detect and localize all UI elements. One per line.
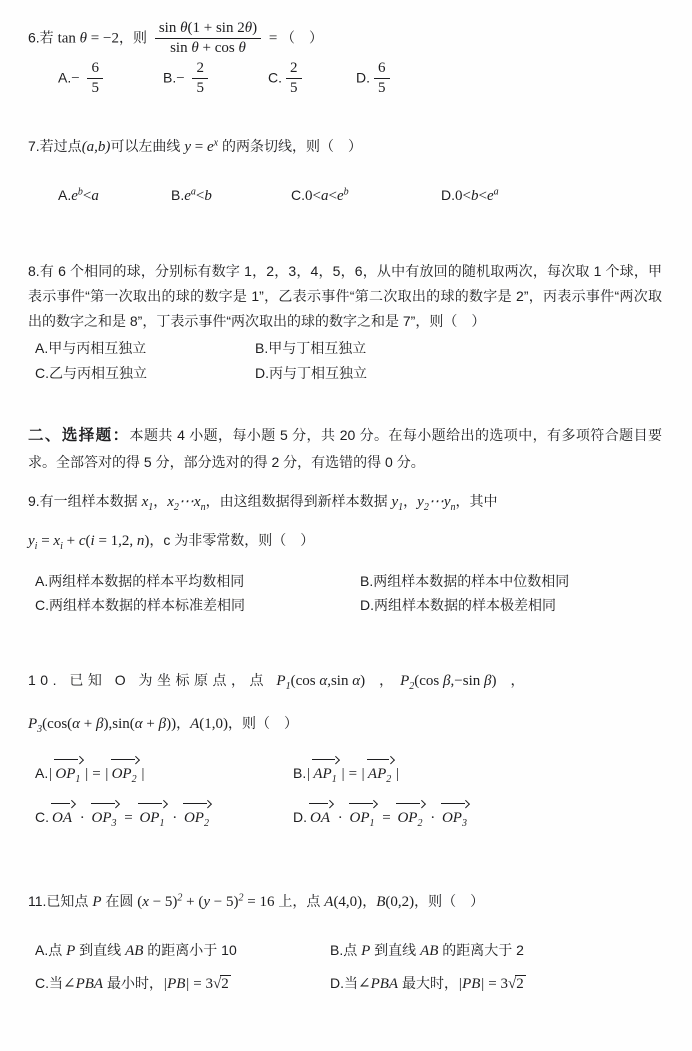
question-9-stem-line-1: 9.有一组样本数据 $x_1$，$x_2\cdots x_n$，由这组数据得到新样本数据 $y_1$，$y_2\cdots y_n$，其中: [28, 492, 498, 513]
question-6-stem: 6.若 tan θ = −2，则 $\frac{\text{sin θ(1 + sin 2θ)}}{\text{sin θ + cos θ}}$ = （ ）: [28, 20, 324, 57]
question-10-option-d: D. OA · $OP_1 = OP_2 \cdot OP_3$: [293, 802, 662, 830]
question-8-stem: 8.有 6 个相同的球，分别标有数字 1，2，3，4，5，6，从中有放回的随机取两次，每次取 1 个球，甲表示事件“第一次取出的球的数字是 1”，乙表示事件“第二次取出的球的数字是 2”，丙表示事件“两次取出的数字之和是 8”，丁表示事件“两次取出的球的数字之和是 7”，则（ ）: [28, 262, 662, 329]
question-10-option-a: A.| $OP_1$ | = | $OP_2$ |: [35, 758, 293, 786]
question-9-option-c: C.两组样本数据的样本标准差相同: [35, 597, 245, 614]
question-6-option-b: B.− $\frac{2}{5}$: [163, 60, 268, 98]
section-2-title: 二、选择题：: [28, 427, 130, 445]
question-9: [28, 490, 662, 617]
question-8-option-a: A.甲与丙相互独立: [35, 340, 147, 357]
question-6-option-a: A.− $\frac{6}{5}$: [58, 60, 163, 98]
question-7-option-b: $B.e^a<b$: [171, 185, 212, 204]
question-10-option-c: C. OA · $OP_3 = OP_1 \cdot OP_2$: [35, 802, 293, 830]
question-6-option-d: D. $\frac{6}{5}$: [356, 60, 394, 98]
question-6: [28, 20, 662, 97]
question-8-option-d: D.丙与丁相互独立: [255, 364, 367, 381]
question-7-options: [58, 187, 662, 205]
question-10-stem-line-1: 10. 已知 O 为坐标原点，点 $P_1(\cos$ α,sin α) ， $P_2(\cos$ β,−sin β) ，: [28, 671, 525, 692]
question-8-options: [35, 338, 662, 384]
question-7: [28, 135, 662, 205]
question-6-option-c: C. $\frac{2}{5}$: [268, 60, 356, 98]
question-7-option-a: $A.e^b<a$: [58, 185, 99, 204]
question-7-option-c: $C.0<a<e^b$: [291, 185, 349, 204]
question-10-option-b: B.| $AP_1$ | = | $AP_2$ |: [293, 758, 662, 786]
question-9-option-a: A.两组样本数据的样本平均数相同: [35, 572, 245, 589]
question-10: [28, 669, 662, 831]
question-11-option-d: D.当∠PBA 最大时，|PB| = 3√2: [330, 975, 524, 993]
question-8-option-b: B.甲与丁相互独立: [255, 340, 367, 357]
question-11-option-b: B.点 P 到直线 AB 的距离大于 2: [330, 941, 524, 959]
question-10-stem-line-2: $P_3(\cos(\alpha + \beta),\sin(\alpha + \beta))$，A(1,0)，则（ ）: [28, 715, 298, 736]
question-7-option-d: $D.0<b<e^a$: [441, 185, 499, 204]
question-11-option-a: A.点 P 到直线 AB 的距离小于 10: [35, 941, 237, 959]
question-8: [28, 259, 662, 385]
question-8-option-c: C.乙与丙相互独立: [35, 364, 147, 381]
section-2-header: [28, 422, 662, 475]
question-9-stem-line-2: $y_i = x_i + c(i = 1,2$, n)，c 为非零常数，则（ ）: [28, 532, 315, 552]
question-7-stem: 7.若过点(a,b)可以左曲线 $y = e^x$ 的两条切线，则（ ）: [28, 137, 362, 155]
question-11-stem: 11.已知点 P 在圆 $(x - 5)^2 + (y - 5)^2 = 16$ 上，点 A(4,0)，B(0,2)，则（ ）: [28, 892, 485, 911]
question-11-options: [35, 940, 662, 997]
question-10-options: [35, 758, 662, 831]
question-11-option-c: C.当∠PBA 最小时，|PB| = 3√2: [35, 975, 229, 993]
question-9-options: [35, 571, 662, 617]
question-9-option-b: B.两组样本数据的样本中位数相同: [360, 572, 570, 589]
question-6-options: [58, 60, 662, 98]
question-11: [28, 890, 662, 996]
section-2-description: 本题共 4 小题，每小题 5 分，共 20 分。在每小题给出的选项中，有多项符合题目要求。全部答对的得 5 分，部分选对的得 2 分，有选错的得 0 分。: [28, 427, 662, 471]
question-9-option-d: D.两组样本数据的样本极差相同: [360, 597, 556, 614]
